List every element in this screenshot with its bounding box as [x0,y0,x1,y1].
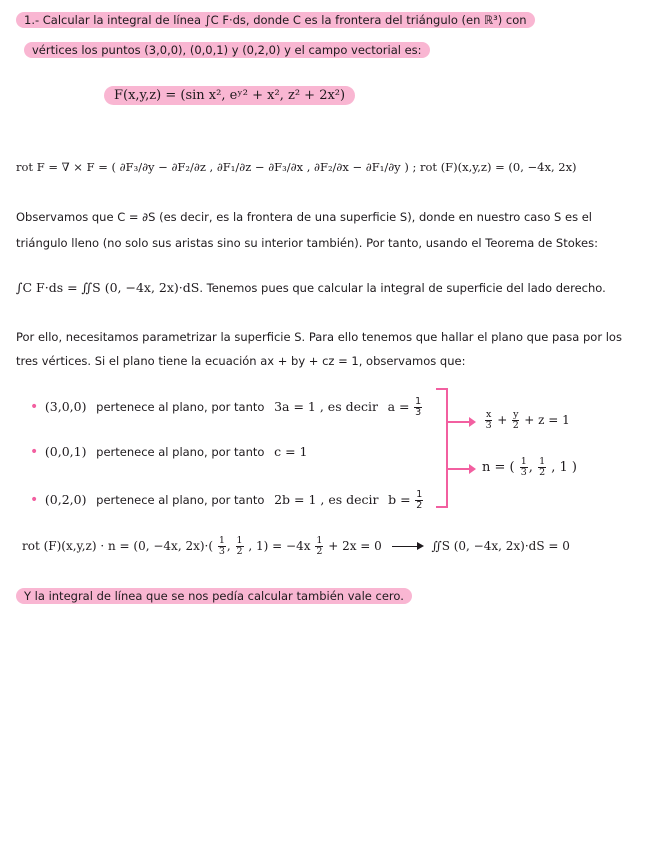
fraction-denominator: 3 [218,546,225,557]
curl-line [16,160,646,174]
vector-field-text: F(x,y,z) = (sin x², eʸ² + x², z² + 2x²) [104,86,355,105]
pink-bracket [436,388,448,508]
bullet-point: (0,2,0) [44,492,87,507]
bullet-point: (3,0,0) [44,399,87,414]
paragraph-2-line-1 [16,330,646,344]
paragraph-1-line-1 [16,210,646,224]
dot-n2-fraction [236,536,244,557]
dot-product-mid: , 1) = −4x [248,539,311,553]
paragraph-1-line-2-text: triángulo lleno (no solo sus aristas sino su interior también). Por tanto, usando el Teorema de Stokes: [16,236,598,250]
problem-line-1-text: 1.- Calcular la integral de línea ∫C F·ds, donde C es la frontera del triángulo (en ℝ³) con [16,12,535,28]
bullet-result-fraction [415,490,423,511]
fraction-numerator: 1 [218,535,225,546]
problem-statement-line-1 [16,12,646,28]
curl-formula: rot F = ∇ × F = ( ∂F₃/∂y − ∂F₂/∂z , ∂F₁/∂z − ∂F₃/∂x , ∂F₂/∂x − ∂F₁/∂y ) [16,160,409,174]
fraction-numerator: y [513,409,519,420]
plane-equation [484,410,570,431]
fraction-numerator: 1 [415,396,422,407]
fraction-denominator: 3 [415,407,422,418]
paragraph-2-line-2-text: tres vértices. Si el plano tiene la ecuación ax + by + cz = 1, observamos que: [16,354,466,368]
bullet-equation: 3a = 1 , es decir [274,399,378,414]
bullet-equation: 2b = 1 , es decir [274,492,379,507]
normal-suffix: , 1 ) [551,460,577,475]
fraction-denominator: 3 [520,467,527,478]
paragraph-1-line-1-text: Observamos que C = ∂S (es decir, es la frontera de una superficie S), donde en nuestro caso S es el [16,210,592,224]
bullet-result-var: b = [388,492,411,507]
fraction-numerator: 1 [316,535,323,546]
fraction-numerator: 1 [539,456,546,467]
fraction-denominator: 3 [485,420,492,431]
stokes-equation: ∫C F·ds = ∬S (0, −4x, 2x)·dS [16,280,200,295]
stokes-line [16,280,646,295]
fraction-denominator: 2 [539,467,546,478]
bullet-text: pertenece al plano, por tanto [96,400,265,414]
normal-a-fraction [520,457,528,478]
dot-product-line: rot (F)(x,y,z) · n = (0, −4x, 2x)·( $\frac{1}{3}$ , $\frac{1}{2}$ , 1) = −4x $\frac{1}{2}$ + 2x = 0 ∬S (0, −4x, 2x)·dS = 0 [22,535,570,557]
normal-prefix: n = ( [482,460,515,475]
plane-y-fraction [512,410,519,431]
bullet-result-var: a = [387,399,410,414]
conclusion [16,588,646,604]
fraction-denominator: 2 [512,420,519,431]
dot-factor-fraction [315,536,323,557]
bullet-point: (0,0,1) [44,444,87,459]
plane-rest: + z = 1 [524,413,570,427]
vector-field [104,86,646,105]
plane-x-fraction [485,410,492,431]
bullet-text: pertenece al plano, por tanto [96,445,265,459]
conclusion-text: Y la integral de línea que se nos pedía calcular también vale cero. [16,588,412,604]
arrow-to-normal-icon [446,468,474,470]
bullet-dot-icon: • [30,492,39,508]
fraction-denominator: 2 [416,500,423,511]
dot-product-left: rot (F)(x,y,z) · n = (0, −4x, 2x)·( [22,539,214,553]
problem-statement-line-2 [24,42,646,58]
normal-b-fraction [538,457,546,478]
implies-arrow-icon [392,546,422,548]
bullet-dot-icon: • [30,399,39,415]
bullet-result-fraction [414,397,422,418]
fraction-numerator: 1 [520,456,527,467]
bullet-item [30,490,646,511]
paragraph-1-line-2 [16,236,646,250]
bullet-dot-icon: • [30,444,39,460]
paragraph-2-line-1-text: Por ello, necesitamos parametrizar la superficie S. Para ello tenemos que hallar el plano que pasa por los [16,330,622,344]
bullet-equation: c = 1 [274,444,308,459]
dot-n1-fraction [218,536,226,557]
fraction-denominator: 2 [316,546,323,557]
stokes-text: . Tenemos pues que calcular la integral de superficie del lado derecho. [199,281,606,295]
normal-vector: n = ( $\frac{1}{3}$ , $\frac{1}{2}$ , 1 ) [482,456,577,478]
dot-product-tail: + 2x = 0 [328,539,382,553]
fraction-denominator: 2 [236,546,243,557]
paragraph-2-line-2 [16,354,646,368]
problem-line-2-text: vértices los puntos (3,0,0), (0,0,1) y (0,2,0) y el campo vectorial es: [24,42,430,58]
fraction-numerator: x [486,409,492,420]
plus-sign: + [497,413,508,427]
bullet-text: pertenece al plano, por tanto [96,493,265,507]
dot-product-right: ∬S (0, −4x, 2x)·dS = 0 [431,539,570,553]
arrow-to-plane-icon [446,421,474,423]
fraction-numerator: 1 [236,535,243,546]
fraction-numerator: 1 [416,489,423,500]
curl-result: ; rot (F)(x,y,z) = (0, −4x, 2x) [412,160,577,174]
